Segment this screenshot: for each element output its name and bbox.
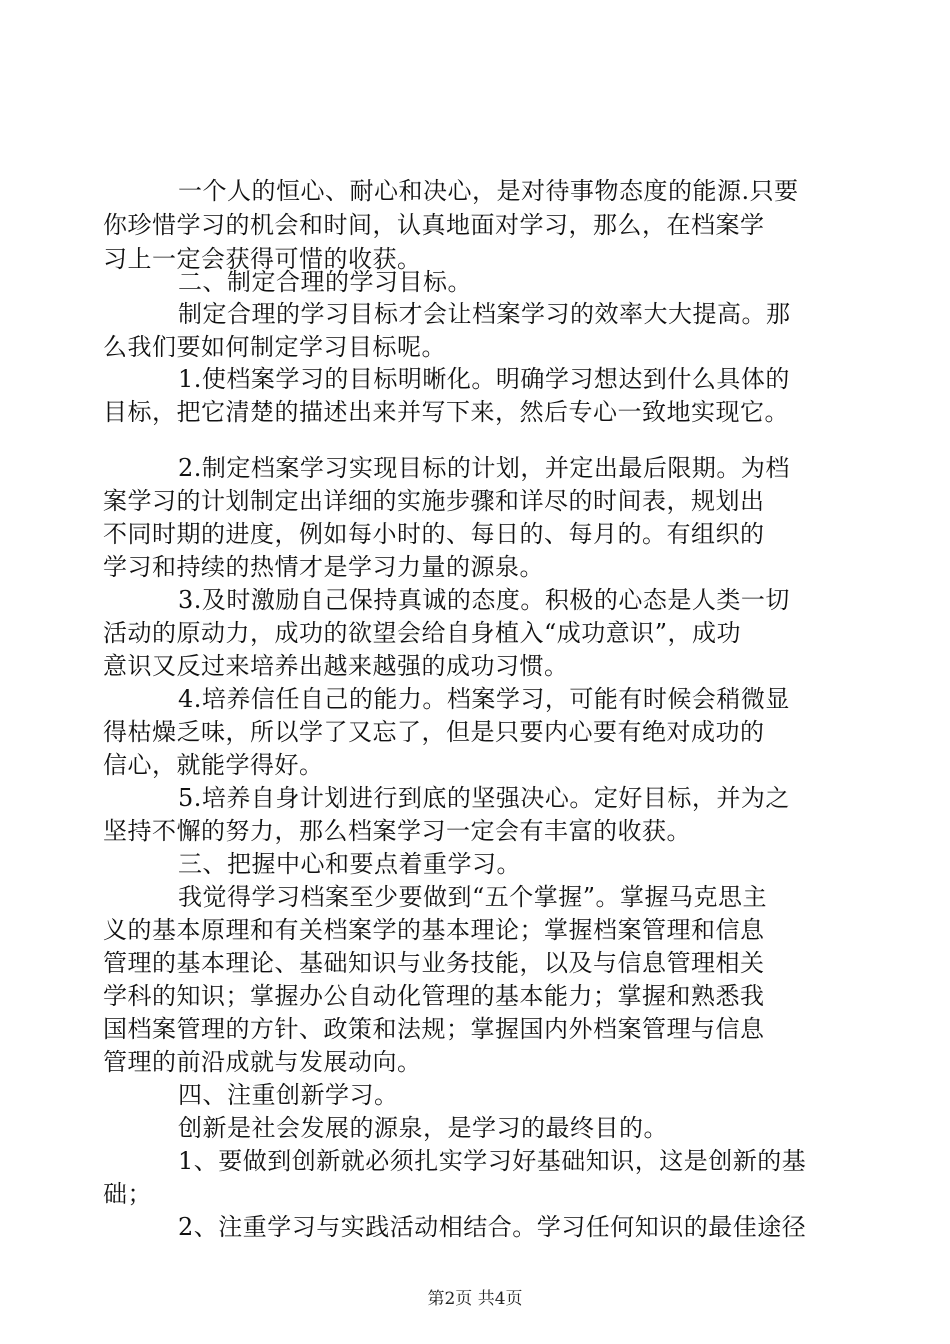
paragraph-line: 习上一定会获得可惜的收获。: [103, 245, 422, 273]
paragraph-line: 3.及时激励自己保持真诚的态度。积极的心态是人类一切: [178, 586, 790, 614]
paragraph-line: 信心，就能学得好。: [103, 751, 324, 779]
paragraph-line: 创新是社会发展的源泉，是学习的最终目的。: [178, 1114, 668, 1142]
paragraph-line: 国档案管理的方针、政策和法规；掌握国内外档案管理与信息: [103, 1015, 765, 1043]
paragraph-line: 5.培养自身计划进行到底的坚强决心。定好目标，并为之: [178, 784, 790, 812]
page-number-footer: 第2页 共4页: [427, 1289, 523, 1309]
section-heading: 三、把握中心和要点着重学习。: [178, 850, 521, 878]
paragraph-line: 义的基本原理和有关档案学的基本理论；掌握档案管理和信息: [103, 916, 765, 944]
paragraph-line: 坚持不懈的努力，那么档案学习一定会有丰富的收获。: [103, 817, 691, 845]
paragraph-line: 2.制定档案学习实现目标的计划，并定出最后限期。为档: [178, 454, 790, 482]
paragraph-line: 目标，把它清楚的描述出来并写下来，然后专心一致地实现它。: [103, 398, 789, 426]
paragraph-line: 础；: [103, 1180, 152, 1208]
section-heading: 二、制定合理的学习目标。: [178, 268, 472, 296]
paragraph-line: 我觉得学习档案至少要做到“五个掌握”。掌握马克思主: [178, 883, 768, 911]
paragraph-line: 制定合理的学习目标才会让档案学习的效率大大提高。那: [178, 300, 791, 328]
paragraph-line: 1、要做到创新就必须扎实学习好基础知识，这是创新的基: [178, 1147, 807, 1175]
paragraph-line: 一个人的恒心、耐心和决心，是对待事物态度的能源.只要: [178, 177, 799, 205]
paragraph-line: 意识又反过来培养出越来越强的成功习惯。: [103, 652, 569, 680]
section-heading: 四、注重创新学习。: [178, 1081, 399, 1109]
paragraph-line: 学科的知识；掌握办公自动化管理的基本能力；掌握和熟悉我: [103, 982, 765, 1010]
paragraph-line: 管理的基本理论、基础知识与业务技能，以及与信息管理相关: [103, 949, 765, 977]
paragraph-line: 1.使档案学习的目标明晰化。明确学习想达到什么具体的: [178, 365, 790, 393]
paragraph-line: 4.培养信任自己的能力。档案学习，可能有时候会稍微显: [178, 685, 790, 713]
paragraph-line: 不同时期的进度，例如每小时的、每日的、每月的。有组织的: [103, 520, 765, 548]
paragraph-line: 案学习的计划制定出详细的实施步骤和详尽的时间表，规划出: [103, 487, 765, 515]
paragraph-line: 么我们要如何制定学习目标呢。: [103, 333, 446, 361]
paragraph-line: 管理的前沿成就与发展动向。: [103, 1048, 422, 1076]
paragraph-line: 学习和持续的热情才是学习力量的源泉。: [103, 553, 544, 581]
paragraph-line: 你珍惜学习的机会和时间，认真地面对学习，那么，在档案学: [103, 211, 765, 239]
paragraph-line: 活动的原动力，成功的欲望会给自身植入“成功意识”，成功: [103, 619, 742, 647]
paragraph-line: 得枯燥乏味，所以学了又忘了，但是只要内心要有绝对成功的: [103, 718, 765, 746]
paragraph-line: 2、注重学习与实践活动相结合。学习任何知识的最佳途径: [178, 1213, 807, 1241]
